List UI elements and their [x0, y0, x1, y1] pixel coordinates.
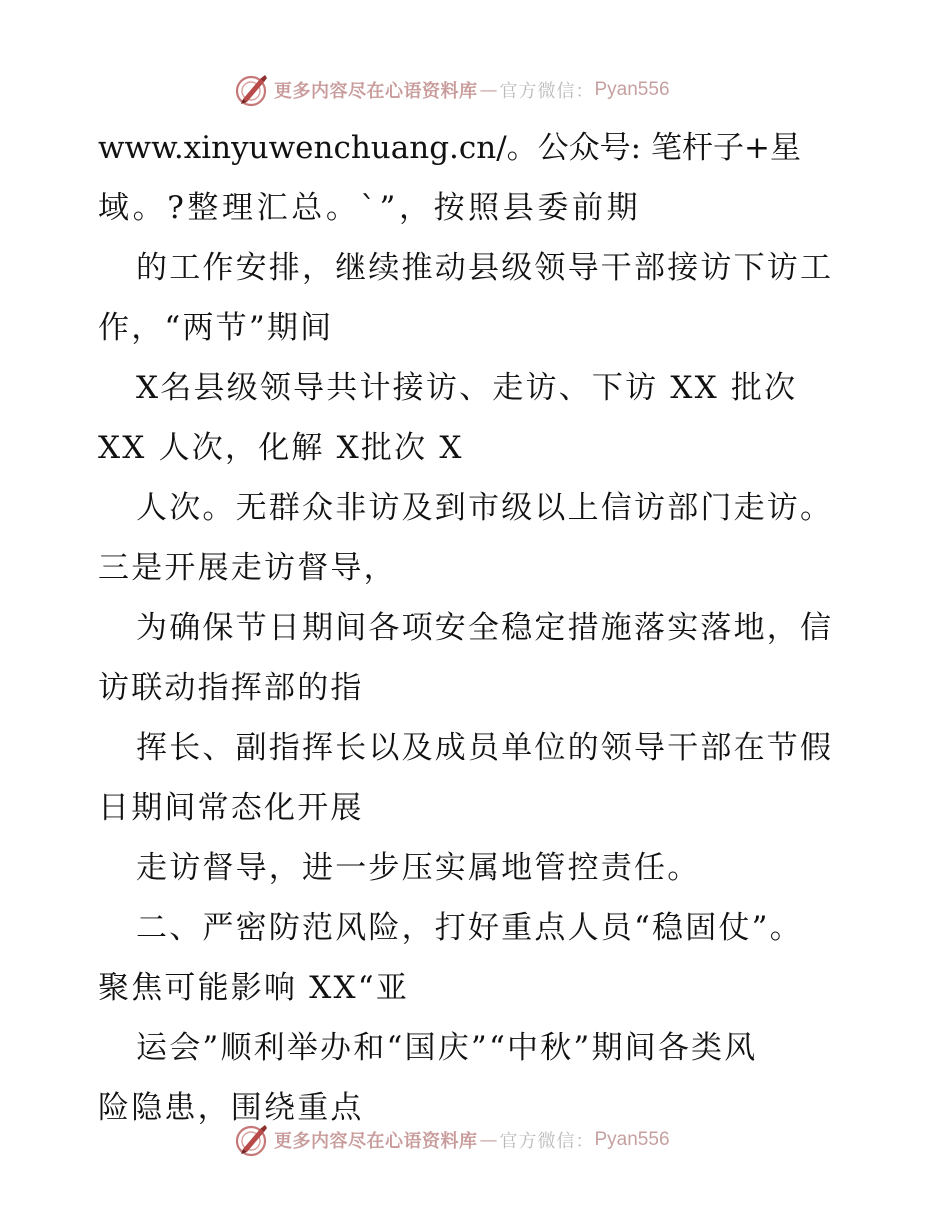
footer-banner-text: 更多内容尽在心语资料库 [274, 1131, 478, 1152]
text-line-10: 访联动指挥部的指 [98, 670, 364, 706]
header-wechat-id: Pyan556 [594, 79, 670, 100]
header-banner-dash: — [479, 79, 498, 101]
footer-wechat-id: Pyan556 [594, 1129, 670, 1150]
document-body [98, 122, 888, 1142]
text-line-13: 走访督导，进一步压实属地管控责任。 [136, 850, 701, 886]
text-line-14: 二、严密防范风险，打好重点人员“稳固仗”。 [136, 910, 803, 946]
text-line-8: 三是开展走访督导， [98, 550, 397, 586]
header-banner-text: 更多内容尽在心语资料库 [274, 81, 478, 102]
text-line-9: 为确保节日期间各项安全稳定措施落实落地，信 [136, 610, 834, 646]
text-line-15: 聚焦可能影响 XX“亚 [98, 970, 410, 1006]
text-line-17: 险隐患，围绕重点 [98, 1090, 364, 1126]
text-line-4: 作，“两节”期间 [98, 310, 334, 346]
footer-banner [234, 1120, 714, 1160]
text-line-3: 的工作安排，继续推动县级领导干部接访下访工 [136, 250, 834, 286]
text-line-1: www.xinyuwenchuang.cn/。公众号: 笔杆子+星 [98, 130, 801, 166]
text-line-5: X名县级领导共计接访、走访、下访 XX 批次 [136, 370, 798, 406]
text-line-7: 人次。无群众非访及到市级以上信访部门走访。 [136, 490, 834, 526]
header-banner [234, 70, 714, 110]
text-line-2: 域。?整理汇总。`”，按照县委前期 [98, 190, 642, 226]
text-line-11: 挥长、副指挥长以及成员单位的领导干部在节假 [136, 730, 834, 766]
text-line-6: XX 人次，化解 X批次 X [98, 430, 464, 466]
footer-wechat-label: 官方微信： [499, 1131, 595, 1152]
text-line-12: 日期间常态化开展 [98, 790, 364, 826]
pen-logo-icon [234, 1122, 270, 1158]
footer-banner-dash: — [479, 1129, 498, 1151]
pen-logo-icon [234, 72, 270, 108]
text-line-16: 运会”顺利举办和“国庆”“中秋”期间各类风 [136, 1030, 758, 1066]
header-wechat-label: 官方微信： [499, 81, 595, 102]
